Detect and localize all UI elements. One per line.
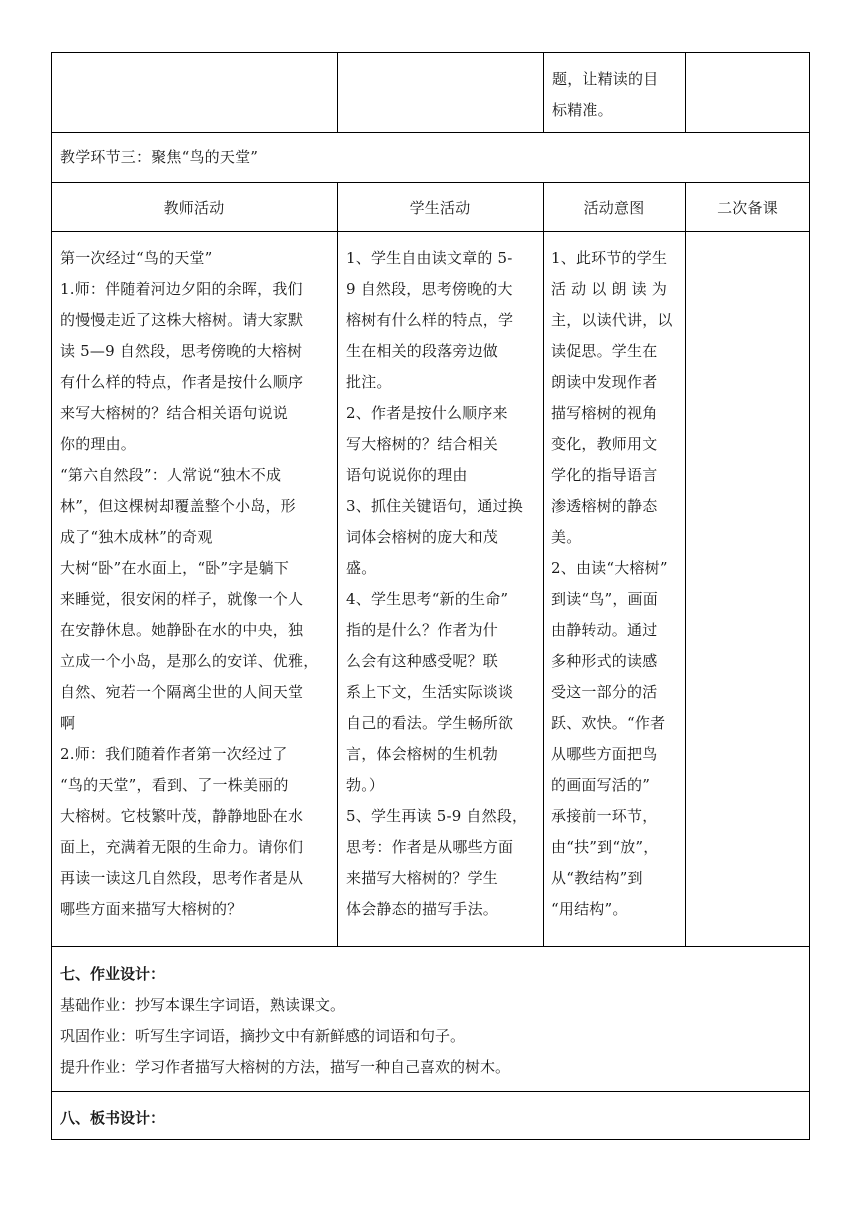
- teacher-activity-line: 2.师：我们随着作者第一次经过了: [60, 745, 288, 763]
- activity-intent-line: “用结构”。: [551, 900, 628, 918]
- teacher-activity-line: 再读一读这几自然段，思考作者是从: [60, 869, 304, 887]
- teacher-activity-line: 的慢慢走近了这株大榕树。请大家默: [60, 311, 304, 329]
- homework-basic: 基础作业：抄写本课生字词语，熟读课文。: [60, 996, 346, 1014]
- activity-intent-line: 渗透榕树的静态: [551, 497, 658, 515]
- homework-section: [60, 959, 800, 1083]
- teacher-activity-line: 读 5—9 自然段，思考傍晚的大榕树: [60, 342, 303, 360]
- student-activity-line: 3、抓住关键语句，通过换: [346, 497, 523, 515]
- activity-intent-line: 朗读中发现作者: [551, 373, 658, 391]
- student-activity-line: 批注。: [346, 373, 392, 391]
- activity-intent-line: 承接前一环节，: [551, 807, 658, 825]
- student-activity-cell: [346, 243, 542, 925]
- teacher-activity-line: “第六自然段”：人常说“独木不成: [60, 466, 282, 484]
- student-activity-line: 系上下文，生活实际谈谈: [346, 683, 514, 701]
- student-activity-line: 语句说说你的理由: [346, 466, 468, 484]
- activity-intent-line: 学化的指导语言: [551, 466, 658, 484]
- row-divider: [51, 182, 810, 183]
- activity-intent-line: 活 动 以 朗 读 为: [551, 280, 668, 298]
- row-divider: [51, 946, 810, 947]
- student-activity-line: 2、作者是按什么顺序来: [346, 404, 508, 422]
- col-divider: [685, 52, 686, 132]
- col-divider: [337, 52, 338, 132]
- activity-intent-cell: [551, 243, 683, 925]
- col-divider: [337, 182, 338, 946]
- student-activity-line: 来描写大榕树的？学生: [346, 869, 499, 887]
- teacher-activity-line: 成了“独木成林”的奇观: [60, 528, 213, 546]
- teacher-activity-cell: [60, 243, 336, 925]
- student-activity-line: 指的是什么？作者为什: [346, 621, 499, 639]
- activity-intent-line: 跃、欢快。“作者: [551, 714, 666, 732]
- activity-intent-line: 由静转动。通过: [551, 621, 658, 639]
- homework-consolidate: 巩固作业：听写生字词语，摘抄文中有新鲜感的词语和句子。: [60, 1027, 466, 1045]
- activity-intent-line: 受这一部分的活: [551, 683, 658, 701]
- teacher-activity-line: 有什么样的特点，作者是按什么顺序: [60, 373, 304, 391]
- activity-intent-line: 多种形式的读感: [551, 652, 658, 670]
- teacher-activity-line: 哪些方面来描写大榕树的？: [60, 900, 243, 918]
- teacher-activity-line: 第一次经过“鸟的天堂”: [60, 249, 213, 267]
- student-activity-line: 1、学生自由读文章的 5-: [346, 249, 513, 267]
- section3-title: 教学环节三：聚焦“鸟的天堂”: [60, 148, 259, 166]
- teacher-activity-line: “鸟的天堂”，看到、了一株美丽的: [60, 776, 289, 794]
- student-activity-line: 生在相关的段落旁边做: [346, 342, 499, 360]
- board-title: 八、板书设计：: [60, 1109, 166, 1127]
- top-intent-line-1: 题，让精读的目: [552, 70, 659, 88]
- activity-intent-line: 2、由读“大榕树”: [551, 559, 668, 577]
- student-activity-line: 盛。: [346, 559, 377, 577]
- homework-advance: 提升作业：学习作者描写大榕树的方法，描写一种自己喜欢的树木。: [60, 1058, 511, 1076]
- activity-intent-line: 美。: [551, 528, 582, 546]
- teacher-activity-line: 面上，充满着无限的生命力。请你们: [60, 838, 304, 856]
- header-teacher: 教师活动: [163, 199, 225, 217]
- student-activity-line: 自己的看法。学生畅所欲: [346, 714, 514, 732]
- header-intent: 活动意图: [583, 199, 645, 217]
- student-activity-line: 5、学生再读 5-9 自然段，: [346, 807, 528, 825]
- student-activity-line: 4、学生思考“新的生命”: [346, 590, 509, 608]
- teacher-activity-line: 来写大榕树的？结合相关语句说说: [60, 404, 289, 422]
- student-activity-line: 词体会榕树的庞大和茂: [346, 528, 499, 546]
- homework-title: 七、作业设计：: [60, 965, 166, 983]
- row-divider: [51, 132, 810, 133]
- top-intent-line-2: 标精准。: [552, 101, 613, 119]
- student-activity-line: 言，体会榕树的生机勃: [346, 745, 499, 763]
- header-student: 学生活动: [409, 199, 471, 217]
- teacher-activity-line: 大榕树。它枝繁叶茂，静静地卧在水: [60, 807, 304, 825]
- header-second: 二次备课: [717, 199, 778, 217]
- activity-intent-line: 主，以读代讲，以: [551, 311, 673, 329]
- teacher-activity-line: 大树“卧”在水面上，“卧”字是躺下: [60, 559, 290, 577]
- row-divider: [51, 1091, 810, 1092]
- activity-intent-line: 从哪些方面把鸟: [551, 745, 658, 763]
- student-activity-line: 榕树有什么样的特点，学: [346, 311, 514, 329]
- teacher-activity-line: 自然、宛若一个隔离尘世的人间天堂: [60, 683, 304, 701]
- teacher-activity-line: 你的理由。: [60, 435, 137, 453]
- student-activity-line: 写大榕树的？结合相关: [346, 435, 499, 453]
- activity-intent-line: 从“教结构”到: [551, 869, 643, 887]
- teacher-activity-line: 1.师：伴随着河边夕阳的余晖，我们: [60, 280, 303, 298]
- teacher-activity-line: 啊: [60, 714, 76, 732]
- activity-intent-line: 描写榕树的视角: [551, 404, 658, 422]
- activity-intent-line: 读促思。学生在: [551, 342, 658, 360]
- student-activity-line: 么会有这种感受呢？联: [346, 652, 499, 670]
- second-prep-cell: [686, 232, 809, 945]
- activity-intent-line: 到读“鸟”，画面: [551, 590, 658, 608]
- col-divider: [543, 52, 544, 132]
- activity-intent-line: 1、此环节的学生: [551, 249, 668, 267]
- student-activity-line: 思考：作者是从哪些方面: [346, 838, 514, 856]
- teacher-activity-line: 林”，但这棵树却覆盖整个小岛，形: [60, 497, 296, 515]
- activity-intent-line: 变化，教师用文: [551, 435, 658, 453]
- student-activity-line: 体会静态的描写手法。: [346, 900, 499, 918]
- activity-intent-line: 的画面写活的”: [551, 776, 651, 794]
- activity-intent-line: 由“扶”到“放”，: [551, 838, 659, 856]
- student-activity-line: 勃。）: [346, 776, 385, 794]
- top-intent-cell: [552, 64, 682, 126]
- teacher-activity-line: 立成一个小岛，是那么的安详、优雅，: [60, 652, 319, 670]
- teacher-activity-line: 在安静休息。她静卧在水的中央，独: [60, 621, 304, 639]
- teacher-activity-line: 来睡觉，很安闲的样子，就像一个人: [60, 590, 304, 608]
- student-activity-line: 9 自然段，思考傍晚的大: [346, 280, 513, 298]
- col-divider: [543, 182, 544, 946]
